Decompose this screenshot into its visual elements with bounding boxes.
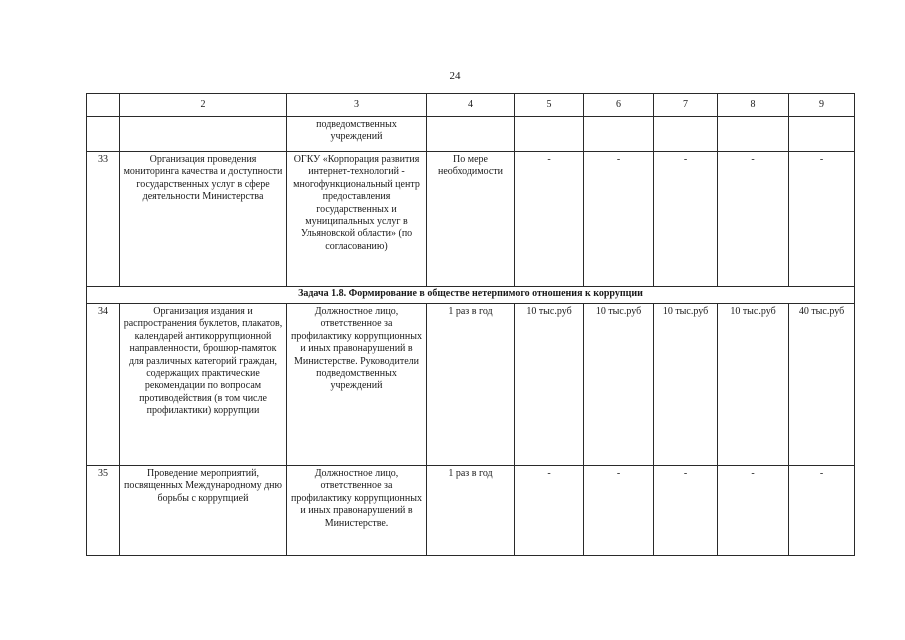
table-header-row (87, 94, 855, 117)
year-cell: - (654, 152, 718, 287)
row-number: 34 (87, 304, 120, 466)
year-cell: - (789, 152, 855, 287)
header-cell-1 (87, 94, 120, 117)
header-cell-7: 7 (654, 94, 718, 117)
year-cell: - (718, 466, 789, 556)
year-cell: 10 тыс.руб (654, 304, 718, 466)
cell-empty (427, 117, 515, 152)
cell-empty (87, 117, 120, 152)
year-cell: 10 тыс.руб (584, 304, 654, 466)
year-cell: - (584, 466, 654, 556)
task-heading: Задача 1.8. Формирование в обществе нетерпимого отношения к коррупции (87, 287, 855, 304)
cell-empty (654, 117, 718, 152)
continuation-row (87, 117, 855, 152)
year-cell: - (654, 466, 718, 556)
action-cell: Проведение мероприятий, посвященных Международному дню борьбы с коррупцией (120, 466, 287, 556)
page-number: 24 (449, 70, 461, 82)
header-cell-8: 8 (718, 94, 789, 117)
responsible-cell: Должностное лицо, ответственное за профилактику коррупционных и иных правонарушений в Министерстве. (287, 466, 427, 556)
year-cell: 40 тыс.руб (789, 304, 855, 466)
row-number: 35 (87, 466, 120, 556)
header-cell-3: 3 (287, 94, 427, 117)
header-cell-9: 9 (789, 94, 855, 117)
year-cell: 10 тыс.руб (718, 304, 789, 466)
table-row (87, 152, 855, 287)
year-cell: - (515, 466, 584, 556)
responsible-cell: Должностное лицо, ответственное за профилактику коррупционных и иных правонарушений в Министерстве. Руководители подведомственных учреждений (287, 304, 427, 466)
period-cell: 1 раз в год (427, 466, 515, 556)
continuation-responsible: подведомственных учреждений (287, 117, 427, 152)
cell-empty (789, 117, 855, 152)
measures-table (86, 93, 855, 556)
header-cell-2: 2 (120, 94, 287, 117)
cell-empty (718, 117, 789, 152)
table-row (87, 304, 855, 466)
cell-empty (120, 117, 287, 152)
header-cell-5: 5 (515, 94, 584, 117)
year-cell: - (515, 152, 584, 287)
header-cell-6: 6 (584, 94, 654, 117)
responsible-cell: ОГКУ «Корпорация развития интернет-технологий - многофункциональный центр предоставления государственных и муниципальных услуг в Ульяновской области» (по согласованию) (287, 152, 427, 287)
year-cell: - (718, 152, 789, 287)
period-cell: 1 раз в год (427, 304, 515, 466)
cell-empty (584, 117, 654, 152)
period-cell: По мере необходимости (427, 152, 515, 287)
action-cell: Организация проведения мониторинга качества и доступности государственных услуг в сфере деятельности Министерства (120, 152, 287, 287)
cell-empty (515, 117, 584, 152)
table-row (87, 466, 855, 556)
year-cell: 10 тыс.руб (515, 304, 584, 466)
year-cell: - (584, 152, 654, 287)
header-cell-4: 4 (427, 94, 515, 117)
year-cell: - (789, 466, 855, 556)
task-heading-row (87, 287, 855, 304)
row-number: 33 (87, 152, 120, 287)
action-cell: Организация издания и распространения буклетов, плакатов, календарей антикоррупционной направленности, брошюр-памяток для различных категорий граждан, содержащих практические рекомендации по вопросам противодействия (в том числе профилактики) коррупции (120, 304, 287, 466)
